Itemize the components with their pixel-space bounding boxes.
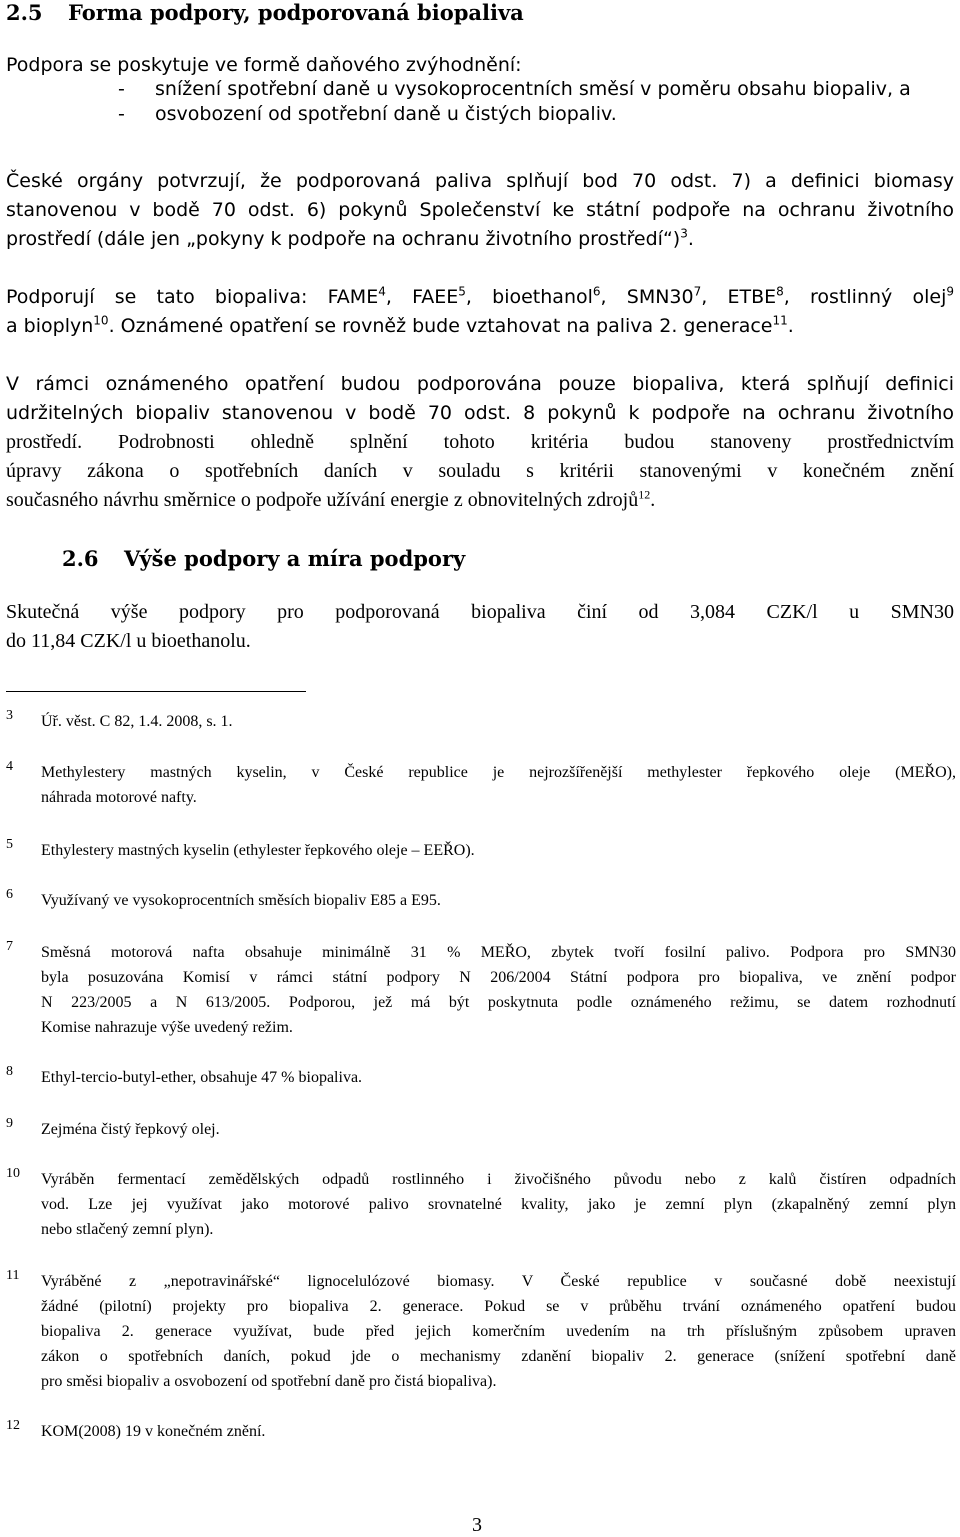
paragraph-line: Skutečná výše podpory pro podporovaná biopaliva činí od 3,084 CZK/l u SMN30 bbox=[6, 601, 954, 623]
text-run: . Oznámené opatření se rovněž bude vztahovat na paliva 2. generace bbox=[108, 315, 773, 337]
paragraph-line: udržitelných biopaliv stanovenou v bodě 70 odst. 8 pokynů k podpoře na ochranu životního bbox=[6, 402, 954, 424]
paragraph-line: do 11,84 CZK/l u bioethanolu. bbox=[6, 630, 251, 652]
footnote-line: Ethyl-tercio-butyl-ether, obsahuje 47 % biopaliva. bbox=[41, 1069, 363, 1086]
footnote-number: 6 bbox=[6, 887, 13, 902]
paragraph-line: V rámci oznámeného opatření budou podporována pouze biopaliva, která splňují definici bbox=[6, 373, 954, 395]
footnote-number: 11 bbox=[6, 1268, 20, 1283]
footnote-number: 10 bbox=[6, 1166, 20, 1181]
footnote-number: 4 bbox=[6, 759, 13, 774]
footnote-line: KOM(2008) 19 v konečném znění. bbox=[41, 1423, 266, 1440]
footnote-line: Vyráběné z „nepotravinářské“ lignocelulózové biomasy. V České republice v současné době neexistují bbox=[41, 1273, 956, 1290]
footnote-line: biopaliva 2. generace využívat, bude před jejich komerčním uvedením na trh příslušným způsobem upraven bbox=[41, 1323, 956, 1340]
footnote-number: 3 bbox=[6, 708, 13, 723]
section-title: Forma podpory, podporovaná biopaliva bbox=[68, 0, 524, 25]
text-run: Podporují se tato biopaliva: FAME bbox=[6, 286, 379, 308]
footnote-number: 8 bbox=[6, 1064, 13, 1079]
footnote-ref[interactable]: 10 bbox=[93, 313, 109, 328]
footnote-ref[interactable]: 4 bbox=[378, 284, 386, 299]
intro-text: Podpora se poskytuje ve formě daňového zvýhodnění: bbox=[6, 54, 522, 76]
paragraph-line bbox=[6, 285, 954, 309]
section-number: 2.5 bbox=[6, 0, 43, 25]
text-run: , rostlinný olej bbox=[783, 286, 947, 308]
footnote-line: Vyráběn fermentací zemědělských odpadů rostlinného i živočišného původu nebo z kalů čistíren odpadních bbox=[41, 1171, 956, 1188]
text-run: a bioplyn bbox=[6, 315, 94, 337]
text-run: , ETBE bbox=[701, 286, 777, 308]
footnote-line: Zejména čistý řepkový olej. bbox=[41, 1121, 220, 1138]
text-run: . bbox=[650, 489, 656, 511]
footnote-ref[interactable]: 8 bbox=[776, 284, 784, 299]
bullet-dash: - bbox=[118, 78, 125, 100]
text-run: současného návrhu směrnice o podpoře užívání energie z obnovitelných zdrojů bbox=[6, 489, 639, 511]
footnote-line: náhrada motorové nafty. bbox=[41, 789, 197, 806]
paragraph-line: stanovenou v bodě 70 odst. 6) pokynů Společenství ke státní podpoře na ochranu životního bbox=[6, 199, 954, 221]
footnote-number: 7 bbox=[6, 939, 13, 954]
page-number: 3 bbox=[472, 1514, 482, 1536]
footnote-number: 9 bbox=[6, 1116, 13, 1131]
footnote-ref[interactable]: 5 bbox=[458, 284, 466, 299]
text-run: , FAEE bbox=[385, 286, 459, 308]
footnote-ref[interactable]: 11 bbox=[772, 313, 788, 328]
footnote-line: žádné (pilotní) projekty pro biopaliva 2. generace. Pokud se v průběhu trvání oznámeného opatření budou bbox=[41, 1298, 956, 1315]
footnote-line: N 223/2005 a N 613/2005. Podporou, jež má být poskytnuta podle oznámeného režimu, se datem rozhodnutí bbox=[41, 994, 956, 1011]
bullet-dash: - bbox=[118, 103, 125, 125]
section-heading-2-6 bbox=[62, 546, 465, 571]
footnote-line: pro směsi biopaliv a osvobození od spotřební daně pro čistá biopaliva). bbox=[41, 1373, 497, 1390]
footnote-line: Směsná motorová nafta obsahuje minimálně 31 % MEŘO, zbytek tvoří fosilní palivo. Podpora pro SMN30 bbox=[41, 944, 956, 961]
section-number: 2.6 bbox=[62, 546, 99, 571]
paragraph-line bbox=[6, 314, 794, 338]
footnote-line: Komise nahrazuje výše uvedený režim. bbox=[41, 1019, 293, 1036]
footnote-line: byla posuzována Komisí v rámci státní podpory N 206/2004 Státní podpora pro biopaliva, ve znění podpor bbox=[41, 969, 956, 986]
footnote-line: Využívaný ve vysokoprocentních směsích biopaliv E85 a E95. bbox=[41, 892, 441, 909]
text-run: , SMN30 bbox=[600, 286, 694, 308]
footnote-ref[interactable]: 3 bbox=[680, 226, 688, 241]
text-run: . bbox=[787, 315, 794, 337]
section-title: Výše podpory a míra podpory bbox=[124, 546, 466, 571]
footnote-line: Methylestery mastných kyselin, v České republice je nejrozšířenější methylester řepkového oleje (MEŘO), bbox=[41, 764, 956, 781]
paragraph-line bbox=[6, 488, 655, 512]
footnote-number: 5 bbox=[6, 837, 13, 852]
text-run: . bbox=[687, 228, 694, 250]
footnote-line: vod. Lze jej využívat jako motorové palivo srovnatelné kvality, jako je zemní plyn (zkapalněný zemní plyn bbox=[41, 1196, 956, 1213]
footnote-ref[interactable]: 9 bbox=[946, 284, 954, 299]
paragraph-line: úpravy zákona o spotřebních daních v souladu s kritérii stanovenými v konečném znění bbox=[6, 460, 954, 482]
text-run: , bioethanol bbox=[465, 286, 593, 308]
text-run: prostředí (dále jen „pokyny k podpoře na ochranu životního prostředí“) bbox=[6, 228, 681, 250]
bullet-text: snížení spotřební daně u vysokoprocentních směsí v poměru obsahu biopaliv, a bbox=[155, 78, 911, 100]
paragraph-line: České orgány potvrzují, že podporovaná paliva splňují bod 70 odst. 7) a definici biomasy bbox=[6, 170, 954, 192]
footnote-separator bbox=[6, 691, 306, 692]
paragraph-line bbox=[6, 227, 694, 251]
footnote-ref[interactable]: 12 bbox=[638, 487, 651, 502]
footnote-line: zákon o spotřebních daních, pokud jde o mechanismy zdanění biopaliv 2. generace (snížení spotřební daně bbox=[41, 1348, 956, 1365]
footnote-ref[interactable]: 7 bbox=[693, 284, 702, 299]
footnote-ref[interactable]: 6 bbox=[592, 284, 601, 299]
section-heading-2-5 bbox=[6, 0, 524, 25]
footnote-line: Úř. věst. C 82, 1.4. 2008, s. 1. bbox=[41, 713, 233, 730]
footnote-line: Ethylestery mastných kyselin (ethylester řepkového oleje – EEŘO). bbox=[41, 842, 475, 859]
bullet-text: osvobození od spotřební daně u čistých biopaliv. bbox=[155, 103, 617, 125]
footnote-line: nebo stlačený zemní plyn). bbox=[41, 1221, 214, 1238]
footnote-number: 12 bbox=[6, 1418, 20, 1433]
paragraph-line: prostředí. Podrobnosti ohledně splnění tohoto kritéria budou stanoveny prostřednictvím bbox=[6, 431, 954, 453]
